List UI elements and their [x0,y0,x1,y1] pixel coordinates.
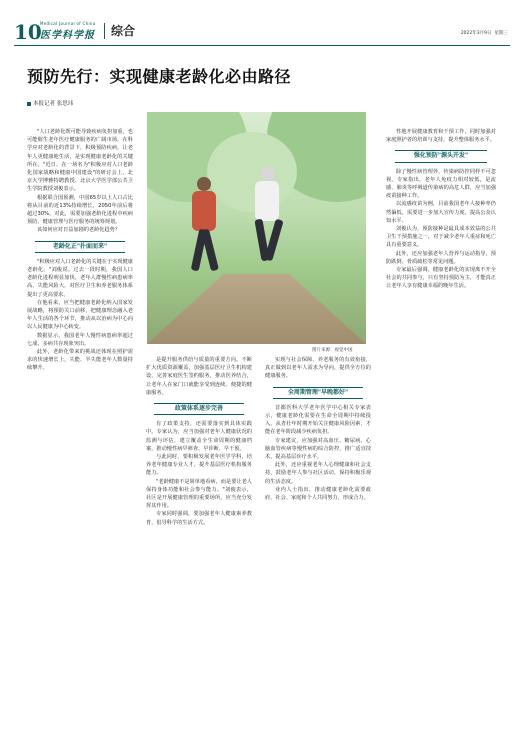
subheading: 强化预防"源头开发" [395,150,487,162]
square-bullet-icon [27,102,31,106]
paragraph: 在他看来，应当把健康老龄化纳入国家发展战略，将预防关口前移，把健康理念融入老年人生活的各个环节，推动从以治病为中心向以人民健康为中心转变。 [27,299,133,331]
header-divider [104,23,105,39]
paragraph: 实现与社会保障、养老服务的有效衔接，真正做到以老年人需求为导向，提供全方位的健康服务。 [265,357,371,380]
paragraph: 此外，还应重视老年人心理健康和社会支持，鼓励老年人参与社区活动，保持积极乐观的生活态度。 [265,462,371,485]
paragraph: 专家建议，应加强对高血压、糖尿病、心脑血管疾病等慢性病的综合防控，推广适宜技术，提高基层诊疗水平。 [265,437,371,461]
paragraph: 根据联合国预测，中国65岁以上人口占比将从目前的近13%持续增长，2050年前后将超过30%。对此，需要加强老龄化进程中疾病预防、健康管理与医疗服务的统筹规划。 [27,194,133,226]
masthead-chinese: 医学科学报 [40,30,95,41]
paragraph: 以流感疫苗为例，目前我国老年人接种率仍然偏低，需要进一步加大宣传力度，提高公众认知水平。 [386,201,496,224]
article-column-1 [27,128,133,373]
masthead-english: Medical Journal of China [40,21,96,26]
paragraph: 该如何应对日益加剧的老龄化趋势？ [37,227,121,234]
paragraph: 有了政策支持，还需要落实到具体实践中。专家认为，应当加强对老年人健康状况的监测与评估，建立覆盖全生命周期的健康档案，推动慢性病早筛查、早诊断、早干预。 [146,421,252,452]
date-text: 2022年3月9日 [460,31,492,36]
article-column-2 [146,356,252,527]
byline [27,99,73,107]
paragraph: 业内人士指出，推动健康老龄化需要政府、社会、家庭和个人共同努力，形成合力。 [265,486,371,502]
subheading: 老龄化正"扑面而来" [35,241,124,253]
paragraph: 与此同时，要积极发展老年医学学科，培养老年健康专业人才，提升基层医疗机构服务能力。 [146,454,252,477]
article-column-4 [386,128,496,291]
photo-credit: 图片来源：视觉中国 [312,348,353,353]
paragraph: "积极应对人口老龄化的关键在于实现健康老龄化。"刘俊说。过去一段时期，我国人口老龄化进程明显加快，老年人群慢性病患病率高、失能风险大，对医疗卫生和养老服务体系提出了更高要求。 [27,258,133,298]
header-rule [14,45,510,46]
article-column-3 [265,356,371,502]
weekday-text: 星期三 [494,31,508,36]
issue-date [461,30,508,36]
paragraph: "人口老龄化既可能导致疾病负担加重，也可能催生老年医疗健康服务的广阔市场。在科学应对老龄化的背景下，积极预防疾病，让老年人更健康地生活，是实现健康老龄化的关键所在。"近日，在一场名为"积极应对人口老龄化国家战略和健康中国建设"的研讨会上，北京大学博雅特聘教授、北京大学医学部公共卫生学院教授刘俊表示。 [27,129,133,193]
section-name: 综合 [111,24,136,38]
article-title: 预防先行：实现健康老龄化必由路径 [27,67,292,86]
masthead [40,21,95,41]
article-photo [147,112,366,344]
page-number: 10 [14,20,42,44]
subheading: 政策体系逐步完善 [154,403,243,415]
paragraph: 此外，老龄化带来的挑战还体现在照护需求的快速增长上，失能、半失能老年人数量持续攀升。 [27,349,133,372]
paragraph: "老龄健康不是简单地看病，而是要让老人保持身体功能和社会参与能力。"刘俊表示，社区是开展健康管理的重要场所，应当充分发挥其作用。 [146,478,252,510]
byline-text: 本报记者 张思玮 [33,101,74,107]
paragraph: 性地开展健康教育和干预工作，同时加强对家庭照护者的培训与支持，提升整体服务水平。 [386,129,496,144]
page-header [14,20,514,44]
paragraph: 刘俊认为，预防接种是最具成本效益的公共卫生干预措施之一，对于减少老年人重症和死亡具有重要意义。 [386,226,496,249]
paragraph: 专家最后强调，健康老龄化的实现离不开全社会的共同参与，只有坚持预防为主，才能真正让老年人享有健康幸福的晚年生活。 [386,267,496,290]
paragraph: 此外，还应加强老年人营养与运动指导，预防跌倒、骨质疏松等常见问题。 [386,250,496,265]
paragraph: 是提升服务供给与质量的重要方向。不断扩大优质资源覆盖，加强基层医疗卫生机构建设，完善家庭医生签约服务，推动医养结合，让老年人在家门口就能享受到连续、便捷的健康服务。 [146,357,252,396]
subheading: 全周期管理"早晚都好" [273,387,362,399]
paragraph: 专家同时强调，要加强老年人健康素养教育，倡导科学的生活方式。 [146,511,252,526]
paragraph: 除了慢性病管理外，传染病防控同样不可忽视。专家指出，老年人免疫力相对较低，是流感、肺炎等呼吸道传染病的高危人群，应当加强疫苗接种工作。 [386,168,496,200]
paragraph: 数据显示，我国老年人慢性病患病率超过七成，多病共存现象突出。 [27,332,133,347]
paragraph: 首都医科大学老年医学中心相关专家表示，健康老龄化需要在生命全周期中持续投入，从青壮年时期开始关注健康风险因素，才能在老年阶段减少疾病负担。 [265,404,371,436]
